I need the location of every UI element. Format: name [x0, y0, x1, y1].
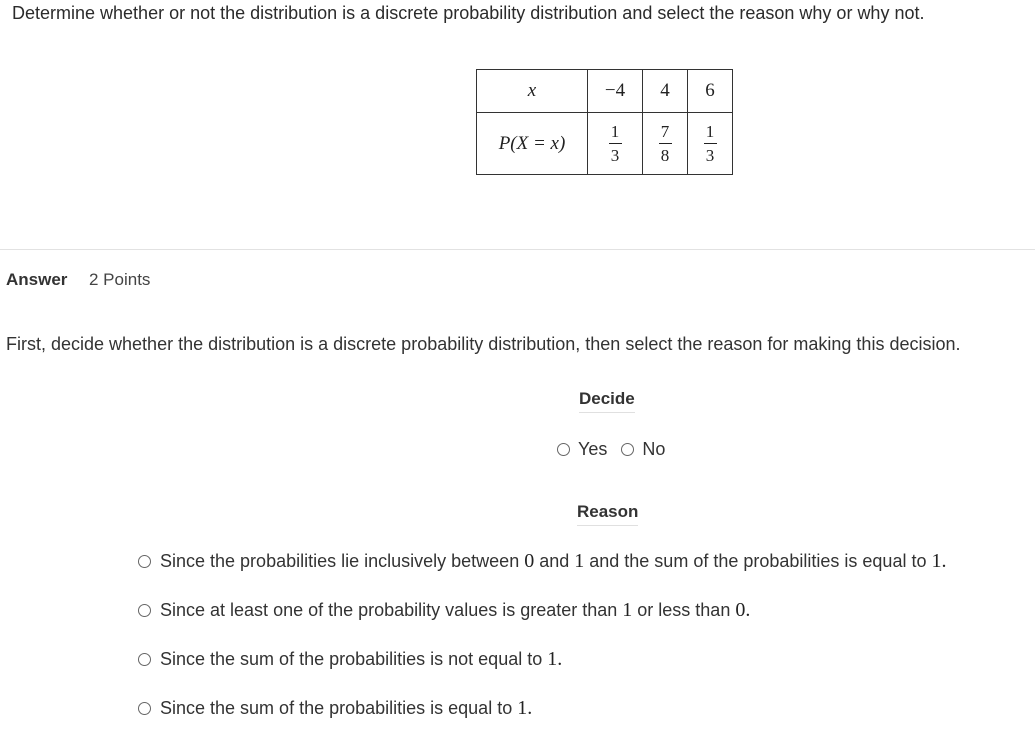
reason-text [160, 648, 562, 671]
math-number: 1 [622, 599, 633, 621]
decide-option-yes[interactable] [557, 439, 607, 460]
text-part: Since the probabilities lie inclusively between [160, 551, 525, 571]
fraction [609, 122, 622, 165]
radio-circle-icon[interactable] [138, 702, 151, 715]
radio-circle-icon[interactable] [621, 443, 634, 456]
text-part: Since at least one of the probability values is greater than [160, 600, 623, 620]
math-number: 1 [517, 697, 528, 719]
denominator: 3 [610, 146, 620, 165]
reason-option-3[interactable] [138, 648, 562, 671]
reason-option-1[interactable] [138, 550, 946, 573]
denominator: 8 [660, 146, 670, 165]
fraction-bar [609, 143, 622, 144]
math-punct: . [941, 550, 947, 572]
radio-circle-icon[interactable] [138, 653, 151, 666]
denominator: 3 [705, 146, 715, 165]
x-value: −4 [588, 70, 643, 113]
reason-text [160, 550, 946, 573]
answer-label: Answer [6, 270, 68, 289]
fraction [704, 122, 717, 165]
probability-cell [588, 113, 643, 175]
math-punct: . [557, 648, 563, 670]
math-number: 1 [931, 550, 942, 572]
section-divider [0, 249, 1035, 250]
fraction [659, 122, 672, 165]
fraction-bar [704, 143, 717, 144]
radio-circle-icon[interactable] [138, 604, 151, 617]
reason-option-2[interactable] [138, 599, 750, 622]
math-number: 0 [524, 550, 535, 572]
reason-title: Reason [577, 502, 638, 526]
math-punct: . [527, 697, 533, 719]
x-value: 4 [643, 70, 688, 113]
math-number: 0 [735, 599, 746, 621]
probability-header: P(X = x) [477, 113, 588, 175]
reason-option-4[interactable] [138, 697, 532, 720]
decide-title: Decide [579, 389, 635, 413]
text-part: or less than [632, 600, 736, 620]
probability-cell [688, 113, 733, 175]
decide-options [557, 439, 665, 460]
text-part: and the sum of the probabilities is equal to [584, 551, 932, 571]
radio-circle-icon[interactable] [557, 443, 570, 456]
math-number: 1 [574, 550, 585, 572]
reason-text [160, 599, 750, 622]
numerator: 1 [705, 122, 715, 141]
numerator: 1 [610, 122, 620, 141]
decide-option-no[interactable] [621, 439, 665, 460]
numerator: 7 [660, 122, 670, 141]
points-label: 2 Points [89, 270, 151, 289]
x-value: 6 [688, 70, 733, 113]
math-punct: . [745, 599, 751, 621]
question-text: Determine whether or not the distribution is a discrete probability distribution and select the reason why or why not. [12, 3, 925, 23]
text-part: and [534, 551, 575, 571]
reason-text [160, 697, 532, 720]
instruction-text: First, decide whether the distribution is a discrete probability distribution, then select the reason for making this decision. [6, 334, 961, 354]
fraction-bar [659, 143, 672, 144]
x-header: x [477, 70, 588, 113]
radio-circle-icon[interactable] [138, 555, 151, 568]
x-row [477, 70, 733, 113]
probability-cell [643, 113, 688, 175]
text-part: Since the sum of the probabilities is equal to [160, 698, 518, 718]
text-part: Since the sum of the probabilities is not equal to [160, 649, 548, 669]
distribution-table [476, 69, 733, 175]
math-number: 1 [547, 648, 558, 670]
option-label: Yes [578, 439, 608, 459]
option-label: No [642, 439, 666, 459]
probability-row [477, 113, 733, 175]
